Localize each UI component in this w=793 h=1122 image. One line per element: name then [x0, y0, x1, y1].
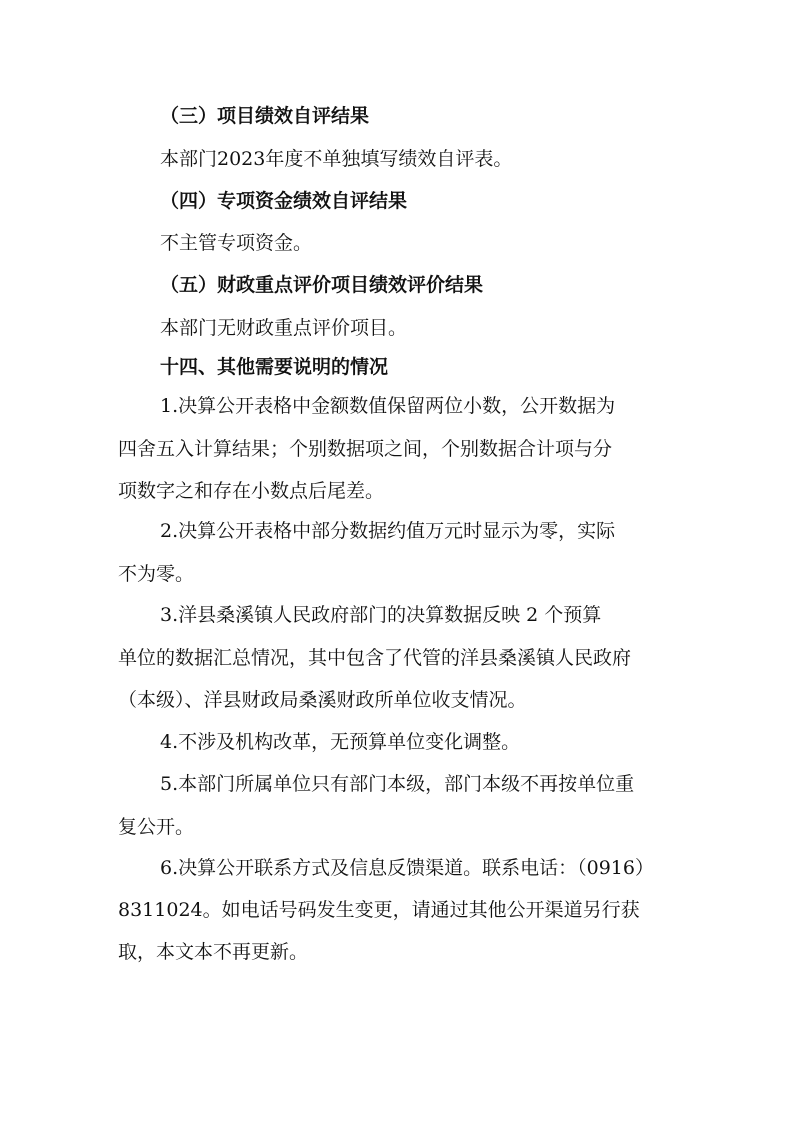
- item-2-line-1: 2.决算公开表格中部分数据约值万元时显示为零，实际: [160, 520, 616, 542]
- item-1-line-1: 1.决算公开表格中金额数值保留两位小数，公开数据为: [160, 395, 616, 417]
- item-1-line-2: 四舍五入计算结果；个别数据项之间，个别数据合计项与分: [118, 438, 613, 460]
- section-5-title: （五）财政重点评价项目绩效评价结果: [160, 274, 484, 296]
- section-3-title: （三）项目绩效自评结果: [160, 105, 370, 127]
- item-6-line-3: 取，本文本不再更新。: [118, 941, 309, 963]
- item-5-line-1: 5.本部门所属单位只有部门本级，部门本级不再按单位重: [160, 773, 635, 795]
- item-2-line-2: 不为零。: [118, 563, 195, 585]
- section-5-text: 本部门无财政重点评价项目。: [160, 317, 408, 339]
- section-4-title: （四）专项资金绩效自评结果: [160, 190, 408, 212]
- item-5-line-2: 复公开。: [118, 816, 195, 838]
- item-3-line-2: 单位的数据汇总情况，其中包含了代管的洋县桑溪镇人民政府: [118, 647, 632, 669]
- item-6-line-2: 8311024。如电话号码发生变更，请通过其他公开渠道另行获: [118, 899, 640, 921]
- item-4-line-1: 4.不涉及机构改革，无预算单位变化调整。: [160, 731, 521, 753]
- item-3-line-3: （本级）、洋县财政局桑溪财政所单位收支情况。: [118, 689, 527, 711]
- item-1-line-3: 项数字之和存在小数点后尾差。: [118, 480, 385, 502]
- section-4-text: 不主管专项资金。: [160, 232, 313, 254]
- item-3-line-1: 3.洋县桑溪镇人民政府部门的决算数据反映 2 个预算: [160, 604, 602, 626]
- section-3-text: 本部门2023年度不单独填写绩效自评表。: [160, 148, 513, 170]
- section-14-title: 十四、其他需要说明的情况: [160, 356, 389, 378]
- item-6-line-1: 6.决算公开联系方式及信息反馈渠道。联系电话：（0916）: [160, 857, 654, 879]
